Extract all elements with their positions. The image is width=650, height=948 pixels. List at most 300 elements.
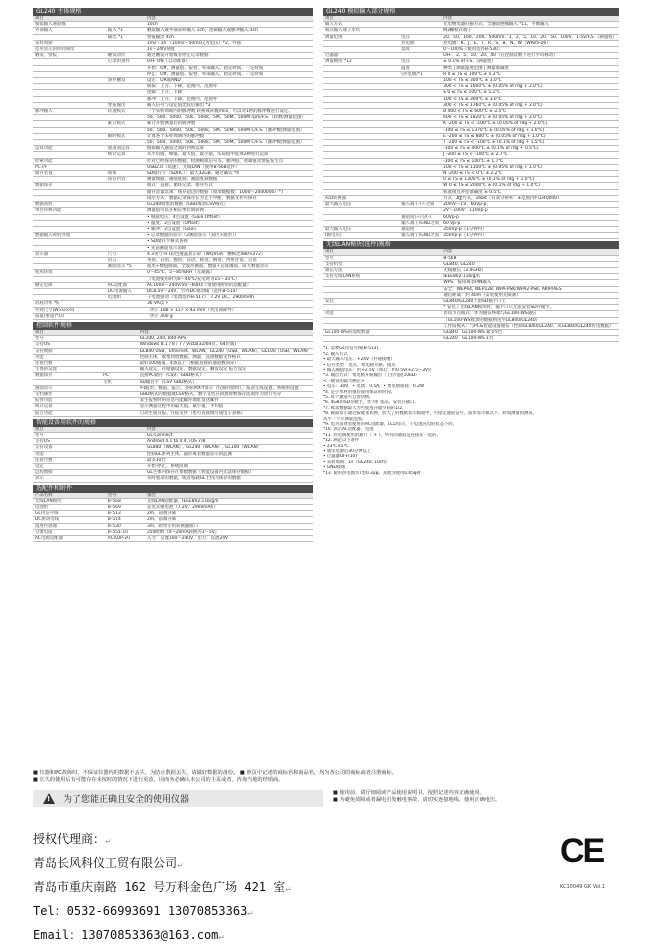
- table-cell: 停止：Off、测量值、报警、外部输入、指定时间、一定时间: [145, 71, 313, 77]
- agent-title: 授权代理商：↵: [33, 832, 111, 846]
- table-cell: 过滤器: [323, 53, 399, 59]
- table-cell: 电池组: [106, 295, 145, 301]
- table-cell: K -200 ≤ TS < -100℃ ± (0.05% of rdg + 2.0℃): [441, 121, 619, 127]
- table-cell: 输入端子/GND之间: [401, 220, 440, 226]
- table-cell: 从平均值、峰值、最大值、最小值、实际值中选择2种进行运算: [145, 152, 313, 158]
- table-cell: Android 4.1 to 4.4, iOS 7/8: [145, 439, 313, 445]
- table-cell: 模拟输入通道数: [33, 22, 106, 28]
- table-cell: 波形+数值画面、全波形画面、数值+运算画面、简大数值显示: [145, 264, 313, 270]
- table-cell: N -200 ≤ TS < 0℃ ± 2.2℃: [441, 171, 619, 177]
- table-cell: 36 VA以下: [145, 301, 313, 307]
- agent-info: [33, 828, 291, 948]
- footnote: • 过滤器OFF(10): [323, 454, 357, 460]
- table-cell: (耐电压): [323, 233, 399, 239]
- table-cell: 种类 | 测量温度范围 | 测量准确度: [441, 65, 619, 71]
- table-cell: 最多10台: [145, 457, 313, 463]
- table-cell: 脉冲：上升、下降、范围内、范围外: [145, 96, 313, 102]
- table-cell: 统计运算: [33, 404, 101, 410]
- table-cell: 20mV～1V：60Vp-p、: [441, 202, 619, 208]
- table-cell: R 0 ≤ TS ≤ 100℃ ± 5.2℃: [441, 71, 619, 77]
- table-cell: A/D转换器: [323, 195, 399, 201]
- table-cell: 20、50、100、200、500mV、1、2、5、10、20、50、100V、1-5V/F.S.（满量程）: [443, 34, 617, 40]
- footnote: *10. 表示AC适配器，电池: [323, 427, 374, 433]
- table-cell: AC适配器: [106, 282, 145, 288]
- table-cell: 瞬时模式: [106, 133, 145, 139]
- table-cell: 通道间运算: [106, 146, 145, 152]
- footnote: 从平一个示测量范围。: [323, 416, 366, 422]
- table-cell: 画面显示: [33, 385, 101, 391]
- table-cell: 输入端子/GND之间: [401, 233, 440, 239]
- table-cell: -100 ≤ TS ≤ 100℃ ± 1.7℃: [441, 158, 619, 164]
- table-cell: 数据输入时的处理: [33, 233, 106, 239]
- spec-table: [323, 16, 619, 239]
- table-cell: 支持设备: [33, 445, 106, 451]
- table-cell: 画面显示 *5: [106, 264, 145, 270]
- safety-banner-left: [33, 790, 323, 807]
- table-cell: 数据保存: [33, 373, 101, 379]
- table-cell: GL主体内保存在参数数据（智能设备内无法保存数据）: [145, 470, 313, 476]
- table-cell: B-568: [106, 498, 145, 504]
- table-cell: 运算功能: [33, 146, 106, 152]
- table-cell: 使用环境: [33, 270, 106, 276]
- table-cell: 远程数据: [33, 470, 106, 476]
- table-cell: 3m，附带专用转换器接口: [145, 523, 313, 529]
- table-cell: Windows 8.1 / 8 / 7 / Vista(32/64位、64位版): [138, 342, 313, 348]
- warning-line-2: ■ 长久的使用后有可能存在未按时的情况下进行更改，因而务必确认本公司的主页或者，咨询当地的经销商。: [33, 777, 284, 783]
- table-cell: 累计模式: [106, 121, 145, 127]
- table-cell: 60Vp-p: [441, 214, 619, 220]
- table-cell: 型号: [33, 336, 101, 342]
- footnote: *8. 画面显示通过按键来切换，放大了的数据显示画面中，可指定通道信号，波形显示模式下，时间测量的测试。: [323, 411, 537, 417]
- table-cell: ACADP-20: [106, 536, 145, 542]
- footnote: • 信号类型：电压、集电极开路，接点: [323, 362, 396, 368]
- left-column: [33, 6, 313, 542]
- table-row: [323, 336, 619, 342]
- table-cell: SD储存卡（CSV GBD格式）: [138, 379, 313, 385]
- table-cell: 型号: [33, 433, 106, 439]
- table-cell: 内容: [138, 330, 313, 336]
- section-title: GL240 主体规格: [33, 8, 313, 16]
- table-cell: 一个采样周期内的脉冲数 转换成转数/min，可以对1秒的脉冲数进行设定。: [145, 109, 313, 115]
- table-cell: 无线LAN模块: [33, 498, 106, 504]
- table-row: [33, 410, 313, 416]
- table-cell: 250欧姆（4～20mA转换为1～5V）: [145, 529, 313, 535]
- footnote: *4. 是小木村的推荐使用保证的时间。: [323, 389, 396, 395]
- table-cell: 控制主体，收集回放数据、测量、直接数据文件格式: [138, 354, 313, 360]
- table-cell: 单位转换功能: [33, 208, 106, 214]
- table-cell: AC100V～240V/50～60Hz（请使用附带的适配器）: [145, 282, 313, 288]
- section-title: 智能设备用软件的规格: [33, 419, 313, 427]
- table-cell: 1s～24h/刻度: [145, 47, 313, 53]
- table-cell: 内容: [441, 249, 619, 255]
- table-cell: 模拟：上升、下降、范围内、范围外: [145, 84, 313, 90]
- footnote: *12. 满足以下条件: [323, 438, 360, 444]
- table-cell: 600 < TS ≤ 1820℃ ± (0.05% of rdg + 2.0℃): [441, 115, 619, 121]
- table-cell: 标准接点补偿准确度 ± 0.5℃: [441, 189, 619, 195]
- table-cell: 2m、前端分离: [145, 511, 313, 517]
- table-cell: 统计运算: [106, 152, 145, 158]
- table-cell: 1ms～1h （10ms～50ms仅为电压）*2、外部: [145, 40, 313, 46]
- table-cell: 型号: [106, 493, 145, 499]
- table-cell: 触发动作: [106, 53, 145, 59]
- table-cell: 测量值可以在相应单位间转换: [145, 208, 313, 214]
- table-cell: 输入设定、存储器设定、数据设定、触发设定 报告设定: [138, 367, 313, 373]
- table-cell: 条件触发: [106, 78, 145, 84]
- footnote: *5. 每个通道可自由切换。: [323, 395, 374, 401]
- footnote: • 电压：30V，• 电流：0.5A，• 集电极损耗：0.2W: [323, 384, 425, 390]
- table-cell: 外部输入: [33, 28, 106, 34]
- table-cell: 项目: [33, 330, 101, 336]
- table-cell: 保存内容: [106, 177, 145, 183]
- footnote: *3. 输出方式：集电极开路输出（上拉电阻10kΩ）: [323, 373, 420, 379]
- table-cell: 输入端子+/-之间: [399, 202, 441, 208]
- table-cell: 最大输入电压: [323, 226, 399, 232]
- document-code: KC10049 GK Vol.1: [560, 884, 605, 890]
- spec-table: [33, 427, 313, 483]
- footnote: • 通电电源后30分钟以上: [323, 449, 372, 455]
- table-row: [323, 233, 619, 239]
- table-cell: 质量(重量)*10: [33, 313, 106, 319]
- table-cell: 数据回放: [33, 202, 106, 208]
- footnote: *13. 使用热电偶为T型0.32φ，其他为使用0.65φ时: [323, 470, 421, 476]
- table-cell: B 400 < TS ≤ 600℃ ± 3.5℃: [441, 109, 619, 115]
- table-cell: 输入方式: [323, 22, 399, 28]
- footnote: • 采样周期：1s（GL240: 10ch): [323, 459, 387, 465]
- table-cell: 发生报警时的信息可能邮件地址发送邮件: [138, 398, 313, 404]
- footnote: *6. 4GB的SD存储卡，作为扩张品，安装在插口。: [323, 400, 419, 406]
- table-cell: [400, 336, 441, 342]
- table-cell: 设定：OR或AND: [145, 78, 313, 84]
- table-cell: 0～100%（使用选件B-530）: [441, 47, 619, 53]
- table-cell: 测量精度 *12: [323, 59, 399, 65]
- table-cell: 模式输入端子形状: [323, 28, 399, 34]
- table-cell: 项目: [33, 427, 106, 433]
- table-cell: 通道间(+/-)/(-): [399, 214, 441, 220]
- table-cell: M3螺栓式端子: [441, 28, 619, 34]
- table-cell: 警报输出 4ch: [145, 34, 313, 40]
- table-cell: GL840 USB、Ethernet、WLAN，GL240（USB、WLAN），GL100（USB、WLAN）: [139, 348, 311, 354]
- table-cell: AC电源适配器: [33, 536, 106, 542]
- table-cell: 安全：WEP64, WEP128, WPA-PSK/WPA2-PSK, AKIP/AES: [441, 286, 619, 292]
- table-cell: B-569: [106, 505, 145, 511]
- table-cell: 300 < TS ≤ 1760℃ ± (0.05% of rdg + 2.0℃): [441, 102, 619, 108]
- table-cell: 电压: [399, 59, 441, 65]
- table-cell: WPS：按钮或者PIN输入: [441, 280, 619, 286]
- table-cell: 文档操作: [33, 391, 101, 397]
- table-cell: OFF ON（自动准备）: [145, 59, 313, 65]
- table-cell: DC驱动电线: [33, 517, 106, 523]
- table-cell: B-514: [106, 517, 145, 523]
- table-cell: J -200 ≤ TS < -100℃ ± 2.7℃: [441, 152, 619, 158]
- table-cell: B-530: [106, 523, 145, 529]
- table-cell: GL840, GL240: [441, 261, 619, 267]
- footnote: *2. 输入方式: [323, 351, 348, 357]
- table-cell: 数据保存: [33, 183, 106, 189]
- table-cell: 入力：交流100～240V，出力：直流24V: [145, 536, 313, 542]
- table-cell: USB2.0（高速），无线LAN（使用B-568选件）: [145, 164, 313, 170]
- table-cell: 英语、日语、德语、汉语、韩语、俄语、西班牙语、日语: [145, 257, 313, 263]
- table-cell: IEEE802.11b/g/n: [441, 274, 619, 280]
- table-cell: 语言: [106, 257, 145, 263]
- table-cell: 针对已经保存的数据，检测模拟信号等、脉冲值、逻辑值及警报发生点: [145, 158, 313, 164]
- table-cell: 设定: [33, 464, 106, 470]
- table-cell: 2V～100V：110Vp-p: [441, 208, 619, 214]
- warning-triangle-icon: !: [43, 793, 55, 804]
- table-cell: GL用信号线: [33, 511, 106, 517]
- table-cell: 消耗功率 *6: [33, 301, 106, 307]
- table-cell: ± 0.1% of F.S.（满量程）: [441, 59, 619, 65]
- table-cell: GL240：GL100-WS 1台: [441, 336, 619, 342]
- table-cell: 报告功能: [33, 410, 101, 416]
- table-cell: 0～45℃，5～85%RH（无凝露）: [145, 270, 313, 276]
- table-cell: 功能: [33, 451, 106, 457]
- table-cell: 300 < TS ≤ 1600℃ ± (0.05% of rdg + 2.0℃): [441, 84, 619, 90]
- table-cell: 测量数据、画面复制、画面复制数据: [145, 177, 313, 183]
- table-cell: GL840：GL100-WS 最多5台: [441, 329, 619, 335]
- table-cell: 备注: [145, 493, 313, 499]
- table-cell: • 温度：2点设置（Offset）: [145, 220, 313, 226]
- table-cell: 通信方法: [323, 267, 400, 273]
- table-cell: 报警功能: [33, 398, 101, 404]
- table-cell: W 0 ≤ TS ≤ 2000℃ ± (0.1% of rdg + 1.0℃): [441, 183, 619, 189]
- table-cell: 项目: [323, 249, 400, 255]
- table-cell: • 脉冲：2点设置（Gain）: [145, 226, 313, 232]
- table-cell: 转速模式: [106, 109, 145, 115]
- table-row: [33, 536, 313, 542]
- table-cell: 热电偶: [399, 40, 441, 46]
- table-cell: 触发、警报: [33, 53, 106, 59]
- footnote: *11. 热电偶使用的通行（ + ），所有的通道是连接在一起的。: [323, 432, 441, 438]
- table-cell: 无线通信（2.4GHz）: [441, 267, 619, 273]
- table-cell: 100 < TS ≤ 1100℃ ± (0.05% of rdg + 1.0℃): [441, 164, 619, 170]
- table-cell: 安装: [323, 298, 400, 304]
- agent-address: 青岛市重庆南路 162 号万科金色广场 421 室↵: [33, 880, 291, 894]
- table-cell: 内容: [145, 427, 313, 433]
- table-cell: 排序方式：数据记录保存在为止不中断，数据文件可保存: [145, 195, 313, 201]
- table-cell: 额定电源: [33, 282, 106, 288]
- table-cell: • 先前画面显示消除: [145, 245, 313, 251]
- table-cell: 湿度: [399, 47, 441, 53]
- table-cell: 模拟输入通道之间的四则运算: [145, 146, 313, 152]
- table-cell: [101, 410, 138, 416]
- table-cell: * 安装了无线LAN模块时，插卡口只无法安装SD存储卡。: [441, 305, 619, 311]
- warning-line-1: ■ 仪器和PC故障时，不保证仪器内的数据不丢失。为防止数据丢失，请做好数据的备份。 ■ 照页中记述的商标名和商品名，均为各公司的商标或者注册商标。: [33, 770, 397, 776]
- table-cell: 工作站模式：与PC&智能设备通信（控制GL840/GL240，从GL840/GL240传送数据）: [441, 323, 619, 329]
- table-cell: 开始：Off、测量值、报警、外部输入、指定时间、一定时间: [145, 65, 313, 71]
- agent-tel: Tel：0532-66993691 13070853363↵: [33, 904, 253, 918]
- table-cell: 350Vp-p（1分钟内）: [441, 233, 619, 239]
- table-cell: 50、500、5000、50k、500k、5M、50M、500M C/F.S.（脉冲数/测量范围）: [145, 127, 313, 133]
- table-cell: 显示测量过程中的最大值、最小值、平均值: [138, 404, 313, 410]
- table-cell: 温度: [399, 65, 441, 71]
- right-column: [323, 6, 619, 476]
- table-cell: 脉冲输入: [33, 109, 106, 115]
- footnote: *1. 需要GL用信号线(B-513)。: [323, 346, 383, 352]
- table-cell: 内容: [441, 16, 619, 22]
- table-cell: （电池使用时为0～40℃/充电时为15～35℃）: [145, 276, 313, 282]
- table-cell: OFF、2、5、10、20、40（在控制次数下进行平均移动）: [441, 53, 619, 59]
- table-cell: GL100-WS的适配数量: [323, 329, 400, 335]
- table-cell: Y-t波形、数值、报告、多标例X-Y显示（仅限回放时），报表生成设置、系统的设置: [138, 385, 313, 391]
- table-row: [33, 476, 313, 482]
- agent-company: 青岛长风科仪工贸有限公司↵: [33, 856, 183, 870]
- table-cell: 连接台数: [33, 457, 106, 463]
- table-cell: SD储存卡（SDHC）：最大32GB，通过确认 *4: [145, 171, 313, 177]
- footnote: <三级管的最大额定>: [323, 378, 365, 384]
- table-cell: 尺寸: [106, 251, 145, 257]
- table-cell: 最大输入电压: [323, 202, 399, 208]
- table-cell: 自动生成日报、月报文件（也可直接填写成电子表格）: [138, 410, 313, 416]
- table-cell: 检索功能: [33, 158, 106, 164]
- table-cell: 支持机型: [323, 261, 400, 267]
- table-cell: [106, 313, 145, 319]
- table-cell: GL-Connect: [145, 433, 313, 439]
- table-cell: S 0 ≤ TS ≤ 100℃ ± 5.2℃: [441, 90, 619, 96]
- table-cell: 逻辑：上升、下降: [145, 90, 313, 96]
- table-cell: 10ch: [145, 22, 313, 28]
- table-cell: 项目: [33, 16, 106, 22]
- safety-note-2: ■ 为避免故障或者漏电引发触电事故，请切实连接地线，使用正确电压。: [333, 797, 501, 803]
- warning-notes: [33, 770, 623, 784]
- agent-email[interactable]: Email：13070853363@163.com↵: [33, 928, 224, 942]
- table-cell: 输出 *1: [106, 34, 145, 40]
- table-cell: 外观尺寸(W×D×H): [33, 307, 106, 313]
- safety-banner-right: [323, 790, 623, 807]
- table-cell: 功能: [33, 354, 101, 360]
- spec-table: [323, 249, 619, 342]
- table-cell: 60 Vp-p: [441, 220, 619, 226]
- table-cell: （约）188 × 117 × 42 mm（突出部除外）: [145, 307, 313, 313]
- table-cell: GL840/GL240上的SD插卡口上: [441, 298, 619, 304]
- table-cell: 通道间: [399, 226, 441, 232]
- table-cell: B-513: [106, 511, 145, 517]
- table-cell: -100 ≤ TS ≤ 400℃ ± (0.1% of rdg + 0.5℃): [441, 146, 619, 152]
- table-row: [33, 313, 313, 319]
- table-cell: • 模拟电压：4点设置（Gain Offset）: [145, 214, 313, 220]
- table-cell: （约）300 g: [145, 313, 313, 319]
- table-cell: 型号: [323, 255, 400, 261]
- table-cell: [323, 336, 400, 342]
- table-cell: 项目: [323, 16, 399, 22]
- table-cell: 干电池驱动（电池选件B-517）：7.2V DC、2900mAh: [145, 295, 313, 301]
- table-cell: 支持OS: [33, 342, 101, 348]
- table-cell: 湿度传感器: [33, 523, 106, 529]
- table-cell: 100 < TS ≤ 300℃ ± 3.0℃: [441, 96, 619, 102]
- table-cell: 累计开始测量后的脉冲数: [145, 121, 313, 127]
- table-cell: • 记录数据的显示（2画面显示（双区+波形））: [145, 233, 313, 239]
- table-cell: 记录的条件: [106, 59, 145, 65]
- table-cell: 通过触发开始或者停止记录数据: [145, 53, 313, 59]
- table-cell: （GL100-WS收录的数据则送至GL840/GL240）: [441, 317, 619, 323]
- table-cell: 2m、前端分离: [145, 517, 313, 523]
- table-cell: 350Vp-p（1分钟内）: [441, 226, 619, 232]
- table-cell: 采样周期: [33, 40, 106, 46]
- table-cell: 主机: [101, 379, 138, 385]
- table-cell: 访问节点模式：作为通信终端与GL100-WS通信: [441, 311, 619, 317]
- table-cell: PC I/F: [33, 164, 106, 170]
- table-cell: PC: [101, 373, 138, 379]
- table-cell: 100 < TS ≤ 300℃ ± 3.0℃: [441, 78, 619, 84]
- table-cell: -100 ≤ TS ≤ 1370℃ ± (0.05% of rdg + 1.0℃): [441, 127, 619, 133]
- table-cell: 4.3英寸TFT彩色液晶显示屏（WQVGA：横纵比480×272）: [145, 251, 313, 257]
- table-cell: 控制GL系列主体，波形或者数值显示的监测: [145, 451, 313, 457]
- footnote: *9. 电为消费者使用的AC适配器，LCD显示，干电池充电的状态下的。: [323, 422, 457, 428]
- table-cell: 显示器: [33, 251, 106, 257]
- table-cell: 测量范围: [323, 34, 399, 40]
- table-cell: 电压: [399, 34, 441, 40]
- footnote: • 23℃±5℃: [323, 443, 349, 449]
- table-cell: (热电偶)*1: [399, 71, 441, 77]
- safety-text: 为了您能正确且安全的使用仪器: [63, 795, 190, 805]
- table-cell: 无线LAN适配器、IEEE802.11b/g/n: [145, 498, 313, 504]
- table-cell: 输入信号与设定值比较后输出 *3: [145, 102, 313, 108]
- table-cell: 50、500、5000、50k、500k、5M、50M、500M rpm/F.S.（转数/测量范围）: [145, 115, 313, 121]
- table-cell: 热电偶：K、J、E、T、R、S、B、N、W（WRe5-26）: [441, 40, 619, 46]
- ce-mark: CE: [560, 832, 604, 870]
- table-cell: 支持无线LAN系统: [323, 274, 400, 280]
- table-cell: DC电源输入: [106, 288, 145, 294]
- table-cell: 支持OS: [33, 439, 106, 445]
- table-cell: 产品名称: [33, 493, 106, 499]
- table-cell: 通信距离：约 40m（安装使用无限制）: [441, 292, 619, 298]
- table-cell: 功能: [323, 311, 400, 317]
- footnote: • 最大输入电压：+24V（共通接地）: [323, 357, 395, 363]
- table-cell: 电池组: [33, 505, 106, 511]
- safety-banner: [33, 790, 623, 807]
- footnotes: [323, 346, 619, 476]
- footnote: • 输入阈值电压：约+2.5V（滞后：约0.5V(+2.5～3V)）: [323, 367, 434, 373]
- spec-table: [33, 16, 313, 320]
- table-cell: GL840（WLAN）, GL240（WLAN）, GL100（WLAN）: [145, 445, 313, 451]
- table-cell: 最好100通道、4条以上（根据连接的通道数而异）: [138, 360, 313, 366]
- safety-note-1: ■ 使用前，请仔细阅读产品使用说明书，按照记述内容正确使用。: [333, 790, 485, 796]
- table-cell: DC8.5V～24V，另外DC驱动线（选件B-514）: [145, 288, 313, 294]
- table-cell: 开始·停止，系统同期: [145, 464, 313, 470]
- table-cell: 适用显示的时间刻度: [33, 47, 106, 53]
- table-cell: 内容: [145, 16, 313, 22]
- table-cell: GL100, 240, 840-APS: [138, 336, 313, 342]
- footnote: *7. 收录数据最大为可使用存储空间的1/2。: [323, 405, 407, 411]
- table-cell: 触发输入或外部采样输入 1ch、逻辑输入或脉冲输入 4ch: [145, 28, 313, 34]
- table-cell: 显示: [33, 476, 106, 482]
- section-title: 选配件和附件: [33, 485, 313, 493]
- table-cell: 50、500、5000、50k、500k、5M、50M、500M C/F.S.（脉冲数/测量范围）: [145, 140, 313, 146]
- table-cell: 主体的设置: [33, 367, 101, 373]
- table-cell: E -200 ≤ TS ≤ 800℃ ± (0.05% of rdg + 1.0℃): [441, 133, 619, 139]
- spec-table: [33, 493, 313, 543]
- spec-table: [33, 330, 313, 417]
- table-cell: 计算各个采样周期内的脉冲数: [145, 133, 313, 139]
- section-title: GL240 模拟输入部分规格: [323, 8, 619, 16]
- table-cell: 警报输出: [106, 102, 145, 108]
- table-cell: 直接PC储存（CSV、GBD格式）: [138, 373, 313, 379]
- table-cell: 储存装置: [33, 171, 106, 177]
- table-cell: 分流电阻: [33, 529, 106, 535]
- table-cell: 储存容量选项：保存超过的数据（收录数据数：1000～2000000）*7: [145, 189, 313, 195]
- table-cell: GBD格式的数据或CSV格式，数字文档在回放时被保存选项作为进行另存: [138, 391, 313, 397]
- table-cell: [106, 476, 145, 482]
- table-cell: 实时收录的数据，或者加载GL主机内保存的数据: [145, 476, 313, 482]
- footnote: • GND接地: [323, 465, 346, 471]
- table-cell: 0 ≤ TS ≤ 1300℃ ± (0.1% of rdg + 1.0℃): [441, 177, 619, 183]
- section-title: 控制软件规格: [33, 322, 313, 330]
- table-cell: 媒体: [106, 171, 145, 177]
- table-cell: 方式：Δ∑方式，16bit（有效分辨率：±范围内约1/40000）: [441, 195, 619, 201]
- table-cell: 光电继电器扫描方式，全通道绝缘输入 *11，平衡输入: [441, 22, 619, 28]
- table-cell: 模式：直接、循环记录、排序方式: [145, 183, 313, 189]
- table-cell: 连接台数: [33, 360, 101, 366]
- table-cell: • SD储存卡格式查看: [145, 239, 313, 245]
